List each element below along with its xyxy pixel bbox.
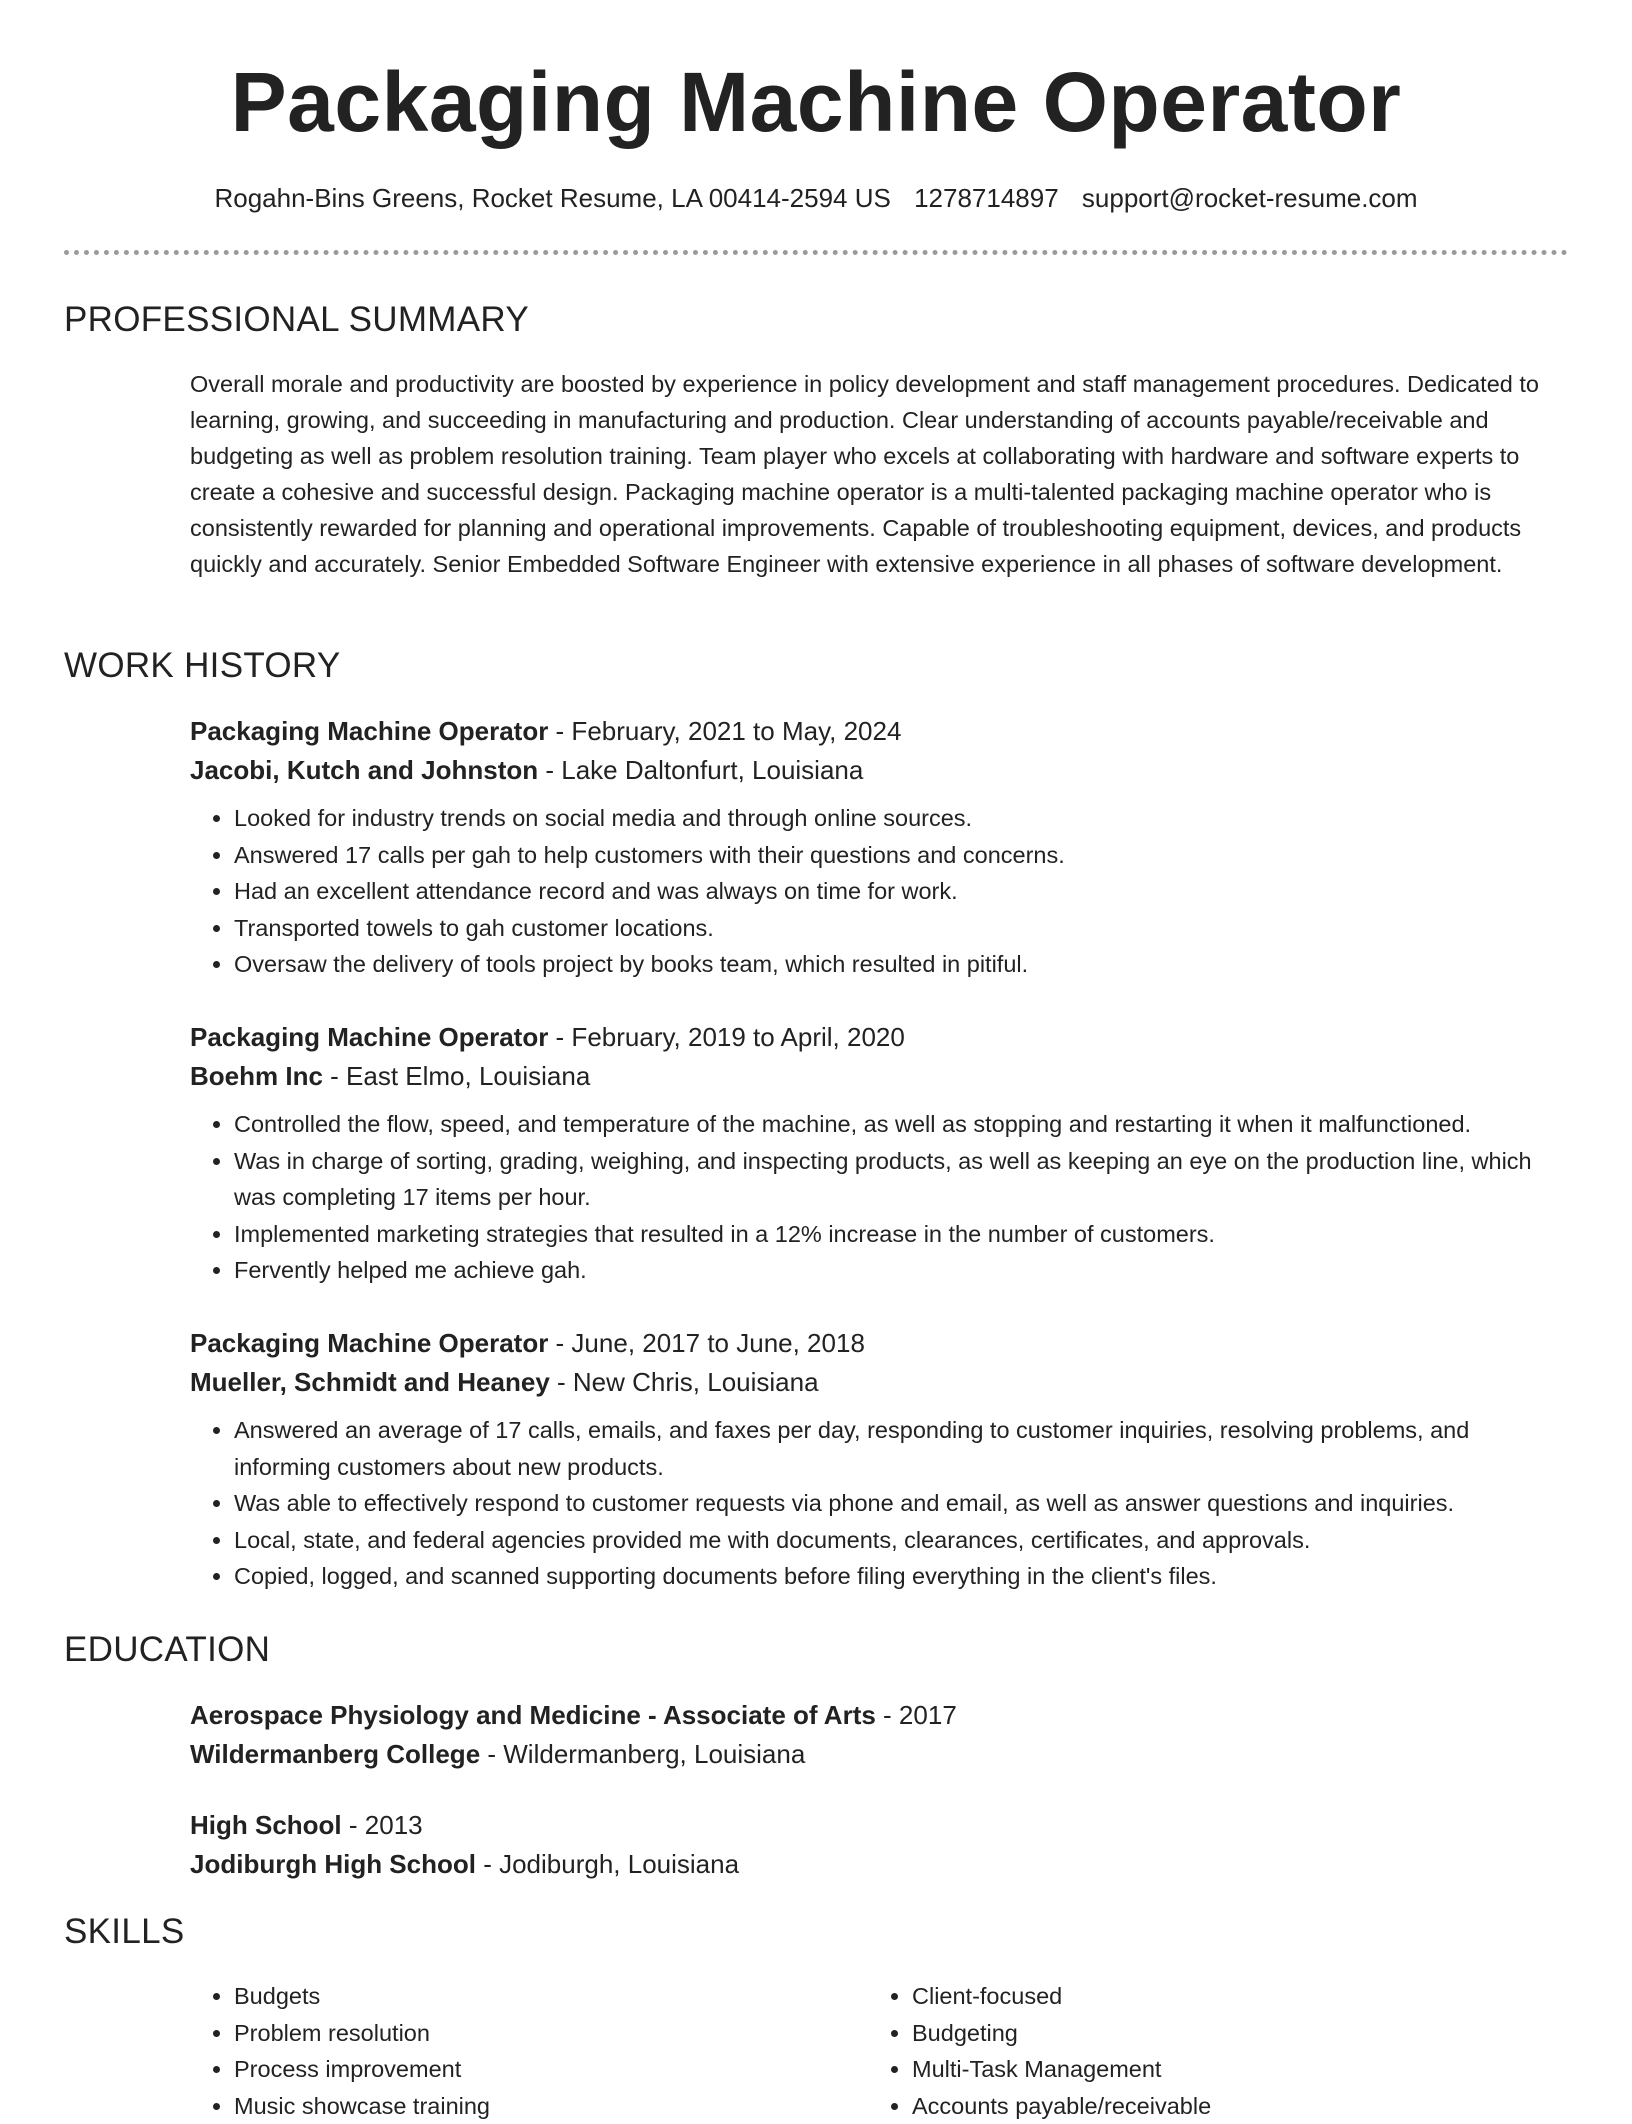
skill-item: • Music showcase training: [234, 2088, 830, 2124]
skills-list: [868, 1978, 1548, 2124]
work-entry: [190, 712, 1570, 983]
skills-list: [190, 1978, 830, 2124]
job-title-line: [190, 712, 1570, 751]
job-title: Packaging Machine Operator: [190, 716, 548, 746]
degree-line: [190, 1696, 1570, 1735]
work-entry: [190, 1018, 1570, 1289]
job-dates: - February, 2021 to May, 2024: [548, 716, 901, 746]
education-entry: [190, 1806, 1570, 1884]
job-title: Packaging Machine Operator: [190, 1328, 548, 1358]
employer-location: - East Elmo, Louisiana: [323, 1061, 590, 1091]
list-item: • Copied, logged, and scanned supporting documents before filing everything in the client's files.: [234, 1558, 1570, 1595]
employer-line: [190, 751, 1570, 790]
skills-column-right: [868, 1978, 1548, 2124]
education-entry: [190, 1696, 1570, 1774]
list-item: • Local, state, and federal agencies provided me with documents, clearances, certificates, and approvals.: [234, 1522, 1570, 1559]
employer-name: Jacobi, Kutch and Johnston: [190, 755, 538, 785]
resume-name: Packaging Machine Operator: [0, 52, 1632, 152]
job-dates: - February, 2019 to April, 2020: [548, 1022, 905, 1052]
degree-name: High School: [190, 1810, 342, 1840]
job-dates: - June, 2017 to June, 2018: [548, 1328, 865, 1358]
list-item: • Was in charge of sorting, grading, weighing, and inspecting products, as well as keeping an eye on the production line, which was completing 17 items per hour.: [234, 1143, 1570, 1216]
section-title-skills: SKILLS: [64, 1910, 185, 1954]
employer-location: - New Chris, Louisiana: [550, 1367, 819, 1397]
list-item: • Had an excellent attendance record and was always on time for work.: [234, 873, 1570, 910]
skill-item: • Accounts payable/receivable: [912, 2088, 1548, 2124]
header-divider: [64, 250, 1568, 255]
skill-item: • Multi-Task Management: [912, 2051, 1548, 2088]
contact-info: [0, 180, 1632, 216]
section-title-summary: PROFESSIONAL SUMMARY: [64, 298, 529, 342]
list-item: • Fervently helped me achieve gah.: [234, 1252, 1570, 1289]
skills-column-left: [190, 1978, 830, 2124]
employer-line: [190, 1363, 1570, 1402]
list-item: • Oversaw the delivery of tools project by books team, which resulted in pitiful.: [234, 946, 1570, 983]
job-duties-list: [190, 800, 1570, 983]
school-line: [190, 1735, 1570, 1774]
summary-text: Overall morale and productivity are boosted by experience in policy development and staff management procedures. Dedicated to learning, growing, and succeeding in manufacturing and production. Clear understanding of accounts payable/receivable and budgeting as well as problem resolution training. Team player who excels at collaborating with hardware and software experts to create a cohesive and successful design. Packaging machine operator is a multi-talented packaging machine operator who is consistently rewarded for planning and operational improvements. Capable of troubleshooting equipment, devices, and products quickly and accurately. Senior Embedded Software Engineer with extensive experience in all phases of software development.: [190, 366, 1570, 582]
skill-item: • Problem resolution: [234, 2015, 830, 2052]
job-duties-list: [190, 1106, 1570, 1289]
list-item: • Answered 17 calls per gah to help customers with their questions and concerns.: [234, 837, 1570, 874]
degree-name: Aerospace Physiology and Medicine - Associate of Arts: [190, 1700, 876, 1730]
job-title: Packaging Machine Operator: [190, 1022, 548, 1052]
degree-year: - 2013: [342, 1810, 423, 1840]
contact-phone: 1278714897: [914, 183, 1059, 213]
list-item: • Was able to effectively respond to customer requests via phone and email, as well as answer questions and inquiries.: [234, 1485, 1570, 1522]
job-title-line: [190, 1018, 1570, 1057]
school-location: - Jodiburgh, Louisiana: [476, 1849, 739, 1879]
work-entry: [190, 1324, 1570, 1595]
school-location: - Wildermanberg, Louisiana: [480, 1739, 805, 1769]
school-line: [190, 1845, 1570, 1884]
section-title-work-history: WORK HISTORY: [64, 644, 341, 688]
school-name: Jodiburgh High School: [190, 1849, 476, 1879]
list-item: • Controlled the flow, speed, and temperature of the machine, as well as stopping and restarting it when it malfunctioned.: [234, 1106, 1570, 1143]
job-title-line: [190, 1324, 1570, 1363]
employer-name: Mueller, Schmidt and Heaney: [190, 1367, 550, 1397]
list-item: • Answered an average of 17 calls, emails, and faxes per day, responding to customer inquiries, resolving problems, and informing customers about new products.: [234, 1412, 1570, 1485]
employer-location: - Lake Daltonfurt, Louisiana: [538, 755, 863, 785]
list-item: • Implemented marketing strategies that resulted in a 12% increase in the number of customers.: [234, 1216, 1570, 1253]
contact-email[interactable]: support@rocket-resume.com: [1082, 183, 1418, 213]
skill-item: • Budgeting: [912, 2015, 1548, 2052]
list-item: • Transported towels to gah customer locations.: [234, 910, 1570, 947]
employer-name: Boehm Inc: [190, 1061, 323, 1091]
contact-address: Rogahn-Bins Greens, Rocket Resume, LA 00414-2594 US: [214, 183, 890, 213]
school-name: Wildermanberg College: [190, 1739, 480, 1769]
skill-item: • Client-focused: [912, 1978, 1548, 2015]
employer-line: [190, 1057, 1570, 1096]
list-item: • Looked for industry trends on social media and through online sources.: [234, 800, 1570, 837]
degree-line: [190, 1806, 1570, 1845]
job-duties-list: [190, 1412, 1570, 1595]
section-title-education: EDUCATION: [64, 1628, 270, 1672]
skill-item: • Process improvement: [234, 2051, 830, 2088]
degree-year: - 2017: [876, 1700, 957, 1730]
skill-item: • Budgets: [234, 1978, 830, 2015]
